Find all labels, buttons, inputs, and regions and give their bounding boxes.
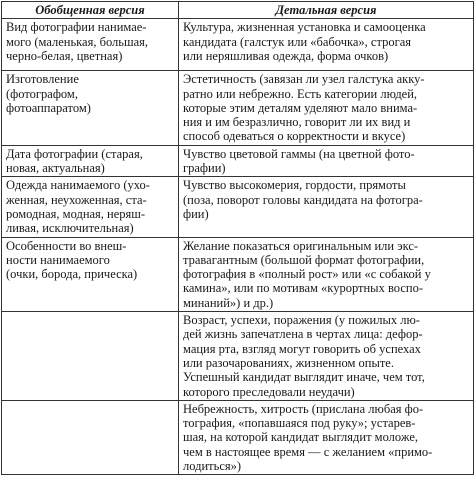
- cell-detailed: Желание показаться оригинальным или экс- травагантным (большой формат фотографии, фотография в «полный рост» или «с собакой у камина», или по мотивам «курортных воспо- минаний») и др.): [179, 237, 474, 311]
- cell-detailed: Чувство цветовой гаммы (на цветной фото- графии): [179, 145, 474, 177]
- header-row: [2, 2, 474, 19]
- table-row: [2, 145, 474, 177]
- cell-detailed: Эстетичность (завязан ли узел галстука акку- ратно или небрежно. Есть категории людей, которые этим деталям уделяют мало внима- ния и им безразлично, говорит ли их вид и способ одеваться о корректности и вкусе): [179, 71, 474, 145]
- comparison-table: [1, 1, 474, 475]
- table-row: [2, 19, 474, 71]
- cell-detailed: Небрежность, хитрость (прислана любая фо- тография, «попавшаяся под руку»; устарев- шая, на которой кандидат выглядит моложе, чем в настоящее время — с желанием «примо- лодиться»): [179, 400, 474, 474]
- cell-generalized: Особенности во внеш- ности нанимаемого (очки, борода, прическа): [2, 237, 179, 311]
- table-row: [2, 177, 474, 237]
- cell-detailed: Культура, жизненная установка и самооценка кандидата (галстук или «бабочка», строгая или неряшливая одежда, форма очков): [179, 19, 474, 71]
- cell-generalized: Дата фотографии (старая, новая, актуальная): [2, 145, 179, 177]
- cell-generalized: Вид фотографии нанимае- мого (маленькая, большая, черно-белая, цветная): [2, 19, 179, 71]
- cell-detailed: Возраст, успехи, поражения (у пожилых лю- дей жизнь запечатлена в чертах лица: дефор- мация рта, взгляд могут говорить об успехах или разочарованиях, жизненном опыте. Успешный кандидат выглядит иначе, чем тот, которого преследовали неудачи): [179, 312, 474, 401]
- table-row: [2, 237, 474, 311]
- cell-generalized: Одежда нанимаемого (ухо- женная, неухоженная, ста- ромодная, модная, неряш- ливая, исключительная): [2, 177, 179, 237]
- header-generalized: Обобщенная версия: [2, 2, 179, 19]
- table-header: [2, 2, 474, 19]
- cell-generalized: [2, 312, 179, 401]
- table-row: [2, 312, 474, 401]
- table-row: [2, 400, 474, 474]
- header-detailed: Детальная версия: [179, 2, 474, 19]
- cell-generalized: [2, 400, 179, 474]
- table-row: [2, 71, 474, 145]
- cell-generalized: Изготовление (фотографом, фотоаппаратом): [2, 71, 179, 145]
- table-body: [2, 19, 474, 475]
- cell-detailed: Чувство высокомерия, гордости, прямоты (поза, поворот головы кандидата на фотогра- фии): [179, 177, 474, 237]
